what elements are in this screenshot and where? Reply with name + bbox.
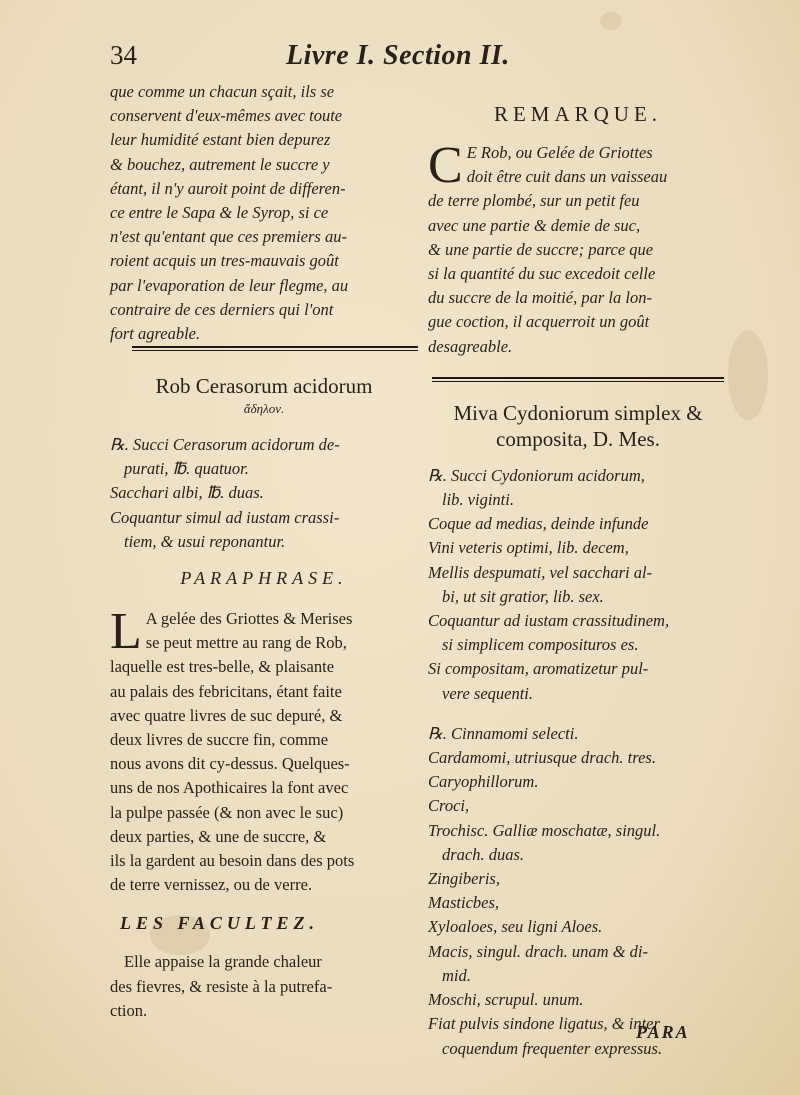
text-line: ce entre le Sapa & le Syrop, si ce (110, 203, 329, 223)
section-rule (432, 377, 724, 382)
catchword: PARA (636, 1022, 690, 1042)
text-line: avec quatre livres de suc depuré, & (110, 705, 343, 725)
recipe-title: composita, D. Mes. (496, 426, 660, 451)
text-line: la pulpe passée (& non avec le suc) (110, 802, 344, 822)
recipe-line: lib. viginti. (442, 490, 514, 510)
recipe-heading-block (428, 400, 728, 452)
remarque-paragraph (428, 137, 728, 359)
paraphrase-title: PARAPHRASE. (180, 568, 348, 589)
recipe-line: Croci, (428, 796, 470, 816)
recipe-line: ℞. Succi Cydoniorum acidorum, (428, 465, 645, 485)
recipe-line: Si compositam, aromatizetur pul- (428, 659, 649, 679)
running-head (110, 40, 750, 76)
intro-paragraph (110, 80, 418, 344)
text-line: laquelle est tres-belle, & plaisante (110, 657, 335, 677)
text-line: au palais des febricitans, étant faite (110, 681, 342, 701)
recipe-line: coquendum frequenter expressus. (442, 1038, 663, 1058)
text-line: desagreable. (428, 336, 513, 356)
text-line: Elle appaise la grande chaleur (124, 952, 322, 972)
facultez-paragraph (110, 950, 418, 1023)
section-rule (132, 346, 418, 351)
text-line: E Rob, ou Gelée de Griottes (466, 143, 653, 162)
recipe-line: Caryophillorum. (428, 772, 539, 792)
recipe-line: Zingiberis, (428, 869, 500, 889)
text-line: étant, il n'y auroit point de differen- (110, 178, 346, 198)
text-line: ction. (110, 1000, 148, 1020)
text-line: de terre plombé, sur un petit feu (428, 191, 640, 211)
remarque-title: REMARQUE. (493, 102, 663, 126)
recipe-line: Cardamomi, utriusque drach. tres. (428, 748, 656, 768)
drop-cap: C (428, 137, 463, 194)
text-line: deux livres de succre fin, comme (110, 730, 329, 750)
powder-ingredients (428, 722, 728, 1061)
text-line: de terre vernissez, ou de verre. (110, 875, 313, 895)
right-column (428, 80, 728, 1061)
recipe-title: Rob Cerasorum acidorum (155, 374, 373, 398)
text-line: des fievres, & resiste à la putrefa- (110, 976, 333, 996)
recipe-line: drach. duas. (442, 844, 525, 864)
recipe-heading-block (110, 373, 418, 417)
running-title: Livre I. Section II. (286, 40, 510, 71)
paraphrase-paragraph (110, 603, 418, 897)
text-line: gue coction, il acquerroit un goût (428, 312, 650, 332)
text-line: & une partie de succre; parce que (428, 239, 654, 259)
recipe-line: Xyloaloes, seu ligni Aloes. (428, 917, 603, 937)
recipe-line: Macis, singul. drach. unam & di- (428, 941, 648, 961)
recipe-line: Coquantur ad iustam crassitudinem, (428, 611, 670, 631)
recipe-ingredients (110, 433, 418, 554)
recipe-line: Masticbes, (428, 893, 500, 913)
recipe-ingredients (428, 464, 728, 706)
text-line: par l'evaporation de leur flegme, au (110, 275, 349, 295)
text-line: leur humidité estant bien depurez (110, 130, 331, 150)
recipe-line: si simplicem composituros es. (442, 635, 639, 655)
text-line: du succre de la moitié, par la lon- (428, 288, 652, 308)
recipe-line: ℞. Succi Cerasorum acidorum de- (110, 435, 340, 454)
text-line: si la quantité du suc excedoit celle (428, 264, 656, 284)
recipe-line: bi, ut sit gratior, lib. sex. (442, 586, 604, 606)
facultez-title: LES FACULTEZ. (120, 913, 320, 934)
text-line: contraire de ces derniers qui l'ont (110, 299, 334, 319)
recipe-line: mid. (442, 965, 471, 985)
paper-stain (728, 330, 768, 420)
recipe-line: Moschi, scrupul. unum. (428, 990, 584, 1010)
text-line: se peut mettre au rang de Rob, (145, 633, 347, 653)
recipe-title: Miva Cydoniorum simplex & (453, 400, 703, 425)
text-line: fort agreable. (110, 324, 201, 344)
text-line: que comme un chacun sçait, ils se (110, 82, 335, 101)
text-line: nous avons dit cy-dessus. Quelques- (110, 754, 350, 774)
recipe-line: Mellis despumati, vel sacchari al- (428, 562, 653, 582)
recipe-line: Coquantur simul ad iustam crassi- (110, 507, 340, 527)
recipe-greek-subtitle: ἄδηλον. (243, 401, 285, 416)
text-line: deux parties, & une de succre, & (110, 826, 327, 846)
text-line: A gelée des Griottes & Merises (145, 609, 353, 629)
recipe-line: Fiat pulvis sindone ligatus, & inter (428, 1014, 660, 1034)
text-line: roient acquis un tres-mauvais goût (110, 251, 339, 271)
text-line: n'est qu'entant que ces premiers au- (110, 227, 347, 247)
recipe-line: purati, ℔. quatuor. (124, 459, 249, 479)
text-line: avec une partie & demie de suc, (428, 215, 641, 235)
text-line: uns de nos Apothicaires la font avec (110, 778, 349, 798)
recipe-line: Vini veteris optimi, lib. decem, (428, 538, 629, 558)
recipe-line: Trochisc. Galliæ moschatæ, singul. (428, 820, 661, 840)
text-line: ils la gardent au besoin dans des pots (110, 851, 355, 871)
recipe-line: Coque ad medias, deinde infunde (428, 514, 649, 534)
recipe-line: Sacchari albi, ℔. duas. (110, 483, 264, 503)
text-line: conservent d'eux-mêmes avec toute (110, 106, 343, 126)
recipe-line: vere sequenti. (442, 683, 534, 703)
recipe-line: tiem, & usui reponantur. (124, 531, 286, 551)
left-column (110, 80, 418, 1023)
text-line: doit être cuit dans un vaisseau (466, 167, 668, 187)
drop-cap: L (110, 603, 142, 661)
paper-stain (600, 12, 622, 30)
text-line: & bouchez, autrement le succre y (110, 154, 330, 174)
recipe-line: ℞. Cinnamomi selecti. (428, 723, 579, 743)
page-number: 34 (110, 40, 137, 70)
